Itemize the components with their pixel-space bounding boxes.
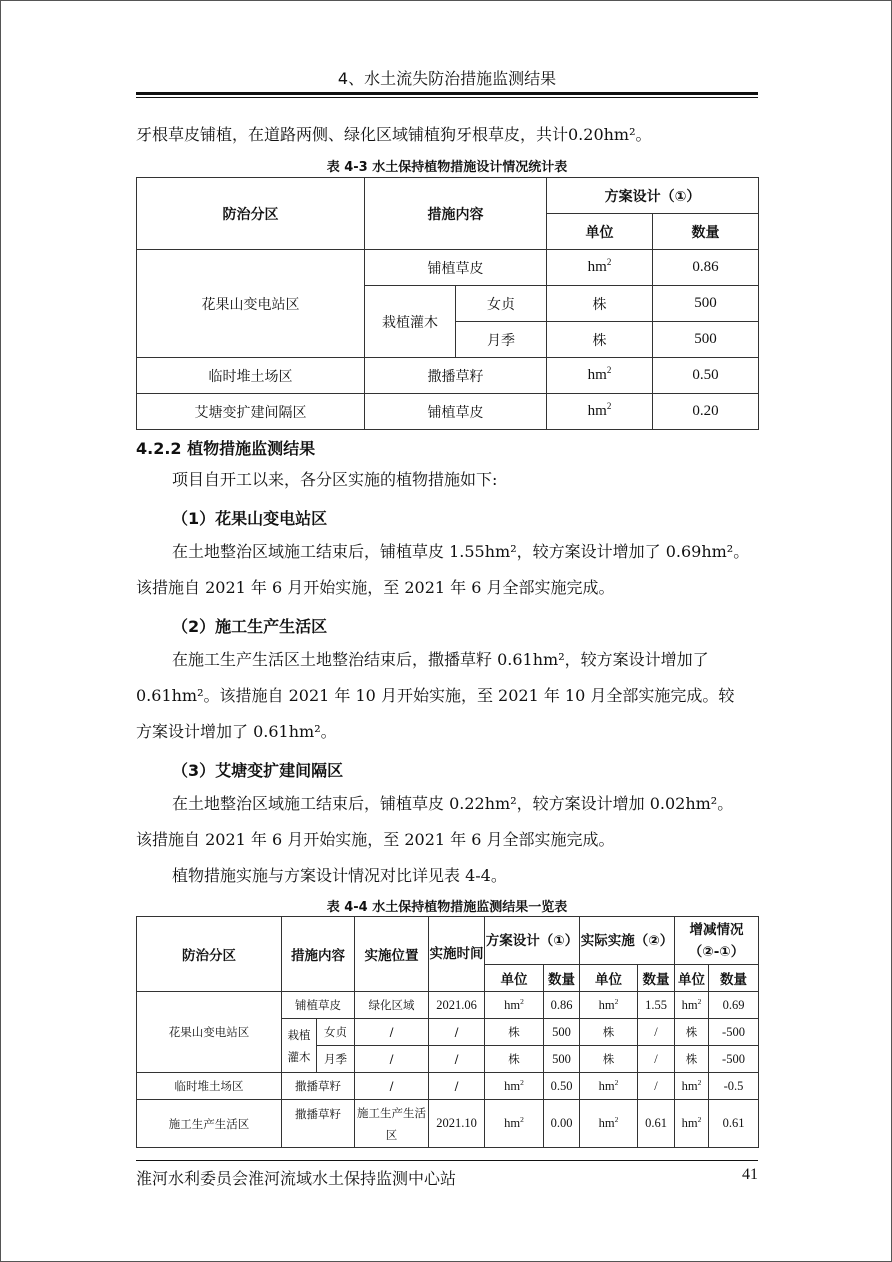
time-cell: / bbox=[429, 1073, 485, 1100]
header-unit: 单位 bbox=[675, 965, 709, 992]
qty-cell: / bbox=[638, 1073, 675, 1100]
location-cell: / bbox=[355, 1073, 429, 1100]
time-cell: / bbox=[429, 1046, 485, 1073]
para-4: 植物措施实施与方案设计情况对比详见表 4-4。 bbox=[172, 866, 507, 885]
qty-cell: -500 bbox=[709, 1046, 759, 1073]
measure-cell: 撒播草籽 bbox=[365, 358, 547, 394]
running-header: 4、水土流失防治措施监测结果 bbox=[337, 69, 557, 88]
para-2-line-2: 0.61hm²。该措施自 2021 年 10 月开始实施，至 2021 年 10 月全部实施完成。较 bbox=[136, 686, 735, 705]
header-unit: 单位 bbox=[580, 965, 638, 992]
qty-cell: 0.69 bbox=[709, 992, 759, 1019]
footer-organization: 淮河水利委员会淮河流域水土保持监测中心站 bbox=[136, 1169, 457, 1188]
para-3-line-1: 在土地整治区域施工结束后，铺植草皮 0.22hm²，较方案设计增加 0.02hm²。 bbox=[172, 794, 734, 813]
header-rule-thin bbox=[136, 97, 758, 98]
unit-cell: $hm^2$ bbox=[547, 394, 653, 430]
unit-cell: $hm^2$ bbox=[485, 1073, 544, 1100]
section-heading: 4.2.2 植物措施监测结果 bbox=[136, 439, 316, 458]
zone-cell: 艾塘变扩建间隔区 bbox=[137, 394, 365, 430]
unit-cell: $hm^2$ bbox=[580, 1073, 638, 1100]
location-cell: 绿化区域 bbox=[355, 992, 429, 1019]
zone-cell: 花果山变电站区 bbox=[137, 992, 282, 1073]
header-design: 方案设计（①） bbox=[547, 178, 759, 214]
time-cell: / bbox=[429, 1019, 485, 1046]
header-design: 方案设计（①） bbox=[485, 917, 580, 965]
unit-cell: 株 bbox=[485, 1046, 544, 1073]
qty-cell: 0.50 bbox=[653, 358, 759, 394]
sub-measure-cell: 女贞 bbox=[317, 1019, 355, 1046]
para-2-line-3: 方案设计增加了 0.61hm²。 bbox=[136, 722, 337, 741]
unit-cell: 株 bbox=[547, 322, 653, 358]
unit-cell: $hm^2$ bbox=[675, 992, 709, 1019]
header-zone: 防治分区 bbox=[137, 178, 365, 250]
unit-cell: $hm^2$ bbox=[580, 1100, 638, 1148]
qty-cell: / bbox=[638, 1046, 675, 1073]
unit-cell: $hm^2$ bbox=[547, 358, 653, 394]
measure-cell: 撒播草籽 bbox=[282, 1100, 355, 1148]
sub-measure-cell: 月季 bbox=[456, 322, 547, 358]
para-2-line-1: 在施工生产生活区土地整治结束后，撒播草籽 0.61hm²，较方案设计增加了 bbox=[172, 650, 709, 669]
qty-cell: -500 bbox=[709, 1019, 759, 1046]
qty-cell: / bbox=[638, 1019, 675, 1046]
unit-cell: 株 bbox=[547, 286, 653, 322]
qty-cell: 1.55 bbox=[638, 992, 675, 1019]
measure-cell: 铺植草皮 bbox=[282, 992, 355, 1019]
qty-cell: -0.5 bbox=[709, 1073, 759, 1100]
shrub-cell: 栽植 灌木 bbox=[282, 1019, 317, 1073]
zone-cell: 临时堆土场区 bbox=[137, 358, 365, 394]
header-time: 实施时间 bbox=[429, 917, 485, 992]
footer-rule bbox=[136, 1160, 758, 1161]
table-4-4-caption: 表 4-4 水土保持植物措施监测结果一览表 bbox=[326, 900, 568, 915]
header-rule-thick bbox=[136, 92, 758, 95]
location-cell: / bbox=[355, 1046, 429, 1073]
para-3-line-2: 该措施自 2021 年 6 月开始实施，至 2021 年 6 月全部实施完成。 bbox=[136, 830, 615, 849]
unit-cell: 株 bbox=[485, 1019, 544, 1046]
qty-cell: 0.61 bbox=[709, 1100, 759, 1148]
intro-line: 牙根草皮铺植，在道路两侧、绿化区域铺植狗牙根草皮，共计0.20hm²。 bbox=[136, 125, 652, 144]
qty-cell: 0.86 bbox=[653, 250, 759, 286]
measure-cell: 撒播草籽 bbox=[282, 1073, 355, 1100]
location-cell: 施工生产生活区 bbox=[355, 1100, 429, 1148]
header-qty: 数量 bbox=[709, 965, 759, 992]
unit-cell: 株 bbox=[675, 1019, 709, 1046]
header-qty: 数量 bbox=[544, 965, 580, 992]
unit-cell: 株 bbox=[580, 1019, 638, 1046]
qty-cell: 0.00 bbox=[544, 1100, 580, 1148]
subheading-2: （2）施工生产生活区 bbox=[172, 617, 328, 636]
header-measure: 措施内容 bbox=[365, 178, 547, 250]
table-4-3-caption: 表 4-3 水土保持植物措施设计情况统计表 bbox=[326, 160, 568, 175]
header-unit: 单位 bbox=[547, 214, 653, 250]
table-4-3 bbox=[136, 177, 759, 430]
unit-cell: $hm^2$ bbox=[485, 992, 544, 1019]
header-change: 增减情况（②-①） bbox=[675, 917, 759, 965]
header-location: 实施位置 bbox=[355, 917, 429, 992]
sub-measure-cell: 女贞 bbox=[456, 286, 547, 322]
qty-cell: 0.61 bbox=[638, 1100, 675, 1148]
header-measure: 措施内容 bbox=[282, 917, 355, 992]
qty-cell: 0.86 bbox=[544, 992, 580, 1019]
qty-cell: 0.50 bbox=[544, 1073, 580, 1100]
qty-cell: 500 bbox=[653, 322, 759, 358]
table-4-4 bbox=[136, 916, 759, 1148]
section-intro: 项目自开工以来，各分区实施的植物措施如下: bbox=[172, 470, 498, 489]
qty-cell: 500 bbox=[544, 1019, 580, 1046]
header-qty: 数量 bbox=[653, 214, 759, 250]
measure-cell: 铺植草皮 bbox=[365, 250, 547, 286]
location-cell: / bbox=[355, 1019, 429, 1046]
subheading-3: （3）艾塘变扩建间隔区 bbox=[172, 761, 344, 780]
shrub-cell: 栽植灌木 bbox=[365, 286, 456, 358]
unit-cell: 株 bbox=[580, 1046, 638, 1073]
zone-cell: 临时堆土场区 bbox=[137, 1073, 282, 1100]
header-qty: 数量 bbox=[638, 965, 675, 992]
unit-cell: $hm^2$ bbox=[580, 992, 638, 1019]
para-1-line-1: 在土地整治区域施工结束后，铺植草皮 1.55hm²，较方案设计增加了 0.69hm²。 bbox=[172, 542, 750, 561]
para-1-line-2: 该措施自 2021 年 6 月开始实施，至 2021 年 6 月全部实施完成。 bbox=[136, 578, 615, 597]
zone-cell: 花果山变电站区 bbox=[137, 250, 365, 358]
subheading-1: （1）花果山变电站区 bbox=[172, 509, 328, 528]
unit-cell: $hm^2$ bbox=[675, 1100, 709, 1148]
measure-cell: 铺植草皮 bbox=[365, 394, 547, 430]
time-cell: 2021.10 bbox=[429, 1100, 485, 1148]
header-zone: 防治分区 bbox=[137, 917, 282, 992]
zone-cell: 施工生产生活区 bbox=[137, 1100, 282, 1148]
page-number: 41 bbox=[742, 1166, 758, 1183]
unit-cell: $hm^2$ bbox=[675, 1073, 709, 1100]
header-unit: 单位 bbox=[485, 965, 544, 992]
header-actual: 实际实施（②） bbox=[580, 917, 675, 965]
time-cell: 2021.06 bbox=[429, 992, 485, 1019]
sub-measure-cell: 月季 bbox=[317, 1046, 355, 1073]
qty-cell: 500 bbox=[544, 1046, 580, 1073]
qty-cell: 0.20 bbox=[653, 394, 759, 430]
qty-cell: 500 bbox=[653, 286, 759, 322]
unit-cell: 株 bbox=[675, 1046, 709, 1073]
unit-cell: $hm^2$ bbox=[547, 250, 653, 286]
unit-cell: $hm^2$ bbox=[485, 1100, 544, 1148]
